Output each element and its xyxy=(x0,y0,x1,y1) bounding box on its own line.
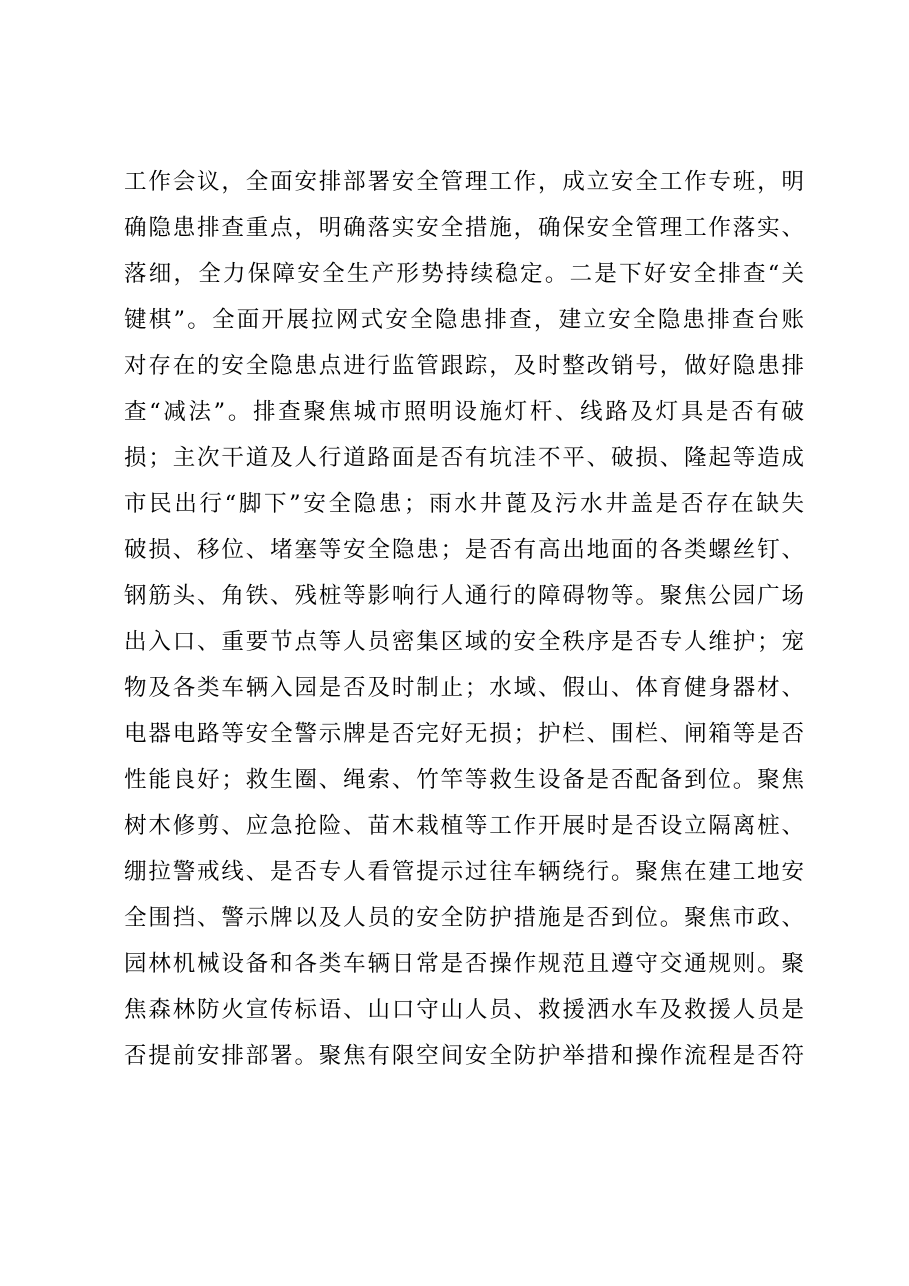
text-line: 出入口、重要节点等人员密集区域的安全秩序是否专人维护；宠 xyxy=(124,629,804,655)
text-line: 落细，全力保障安全生产形势持续稳定。二是下好安全排查“关 xyxy=(124,261,804,287)
text-line: 园林机械设备和各类车辆日常是否操作规范且遵守交通规则。聚 xyxy=(124,951,804,977)
text-line: 全围挡、警示牌以及人员的安全防护措施是否到位。聚焦市政、 xyxy=(124,905,804,931)
text-line: 性能良好；救生圈、绳索、竹竿等救生设备是否配备到位。聚焦 xyxy=(124,767,804,793)
text-line: 树木修剪、应急抢险、苗木栽植等工作开展时是否设立隔离桩、 xyxy=(124,813,804,839)
body-text xyxy=(124,159,804,1079)
text-line: 电器电路等安全警示牌是否完好无损；护栏、围栏、闸箱等是否 xyxy=(124,721,804,747)
text-line: 物及各类车辆入园是否及时制止；水域、假山、体育健身器材、 xyxy=(124,675,804,701)
text-line: 键棋”。全面开展拉网式安全隐患排查，建立安全隐患排查台账 xyxy=(124,307,804,333)
text-line: 绷拉警戒线、是否专人看管提示过往车辆绕行。聚焦在建工地安 xyxy=(124,859,804,885)
text-line: 焦森林防火宣传标语、山口守山人员、救援洒水车及救援人员是 xyxy=(124,997,804,1023)
text-line: 市民出行“脚下”安全隐患；雨水井蓖及污水井盖是否存在缺失 xyxy=(124,491,804,517)
text-line: 否提前安排部署。聚焦有限空间安全防护举措和操作流程是否符 xyxy=(124,1043,804,1069)
text-line: 破损、移位、堵塞等安全隐患；是否有高出地面的各类螺丝钉、 xyxy=(124,537,804,563)
text-line: 损；主次干道及人行道路面是否有坑洼不平、破损、隆起等造成 xyxy=(124,445,804,471)
text-line: 确隐患排查重点，明确落实安全措施，确保安全管理工作落实、 xyxy=(124,215,804,241)
text-line: 工作会议，全面安排部署安全管理工作，成立安全工作专班，明 xyxy=(124,169,804,195)
text-line: 对存在的安全隐患点进行监管跟踪，及时整改销号，做好隐患排 xyxy=(124,353,804,379)
text-line: 钢筋头、角铁、残桩等影响行人通行的障碍物等。聚焦公园广场 xyxy=(124,583,804,609)
text-line: 查“减法”。排查聚焦城市照明设施灯杆、线路及灯具是否有破 xyxy=(124,399,804,425)
